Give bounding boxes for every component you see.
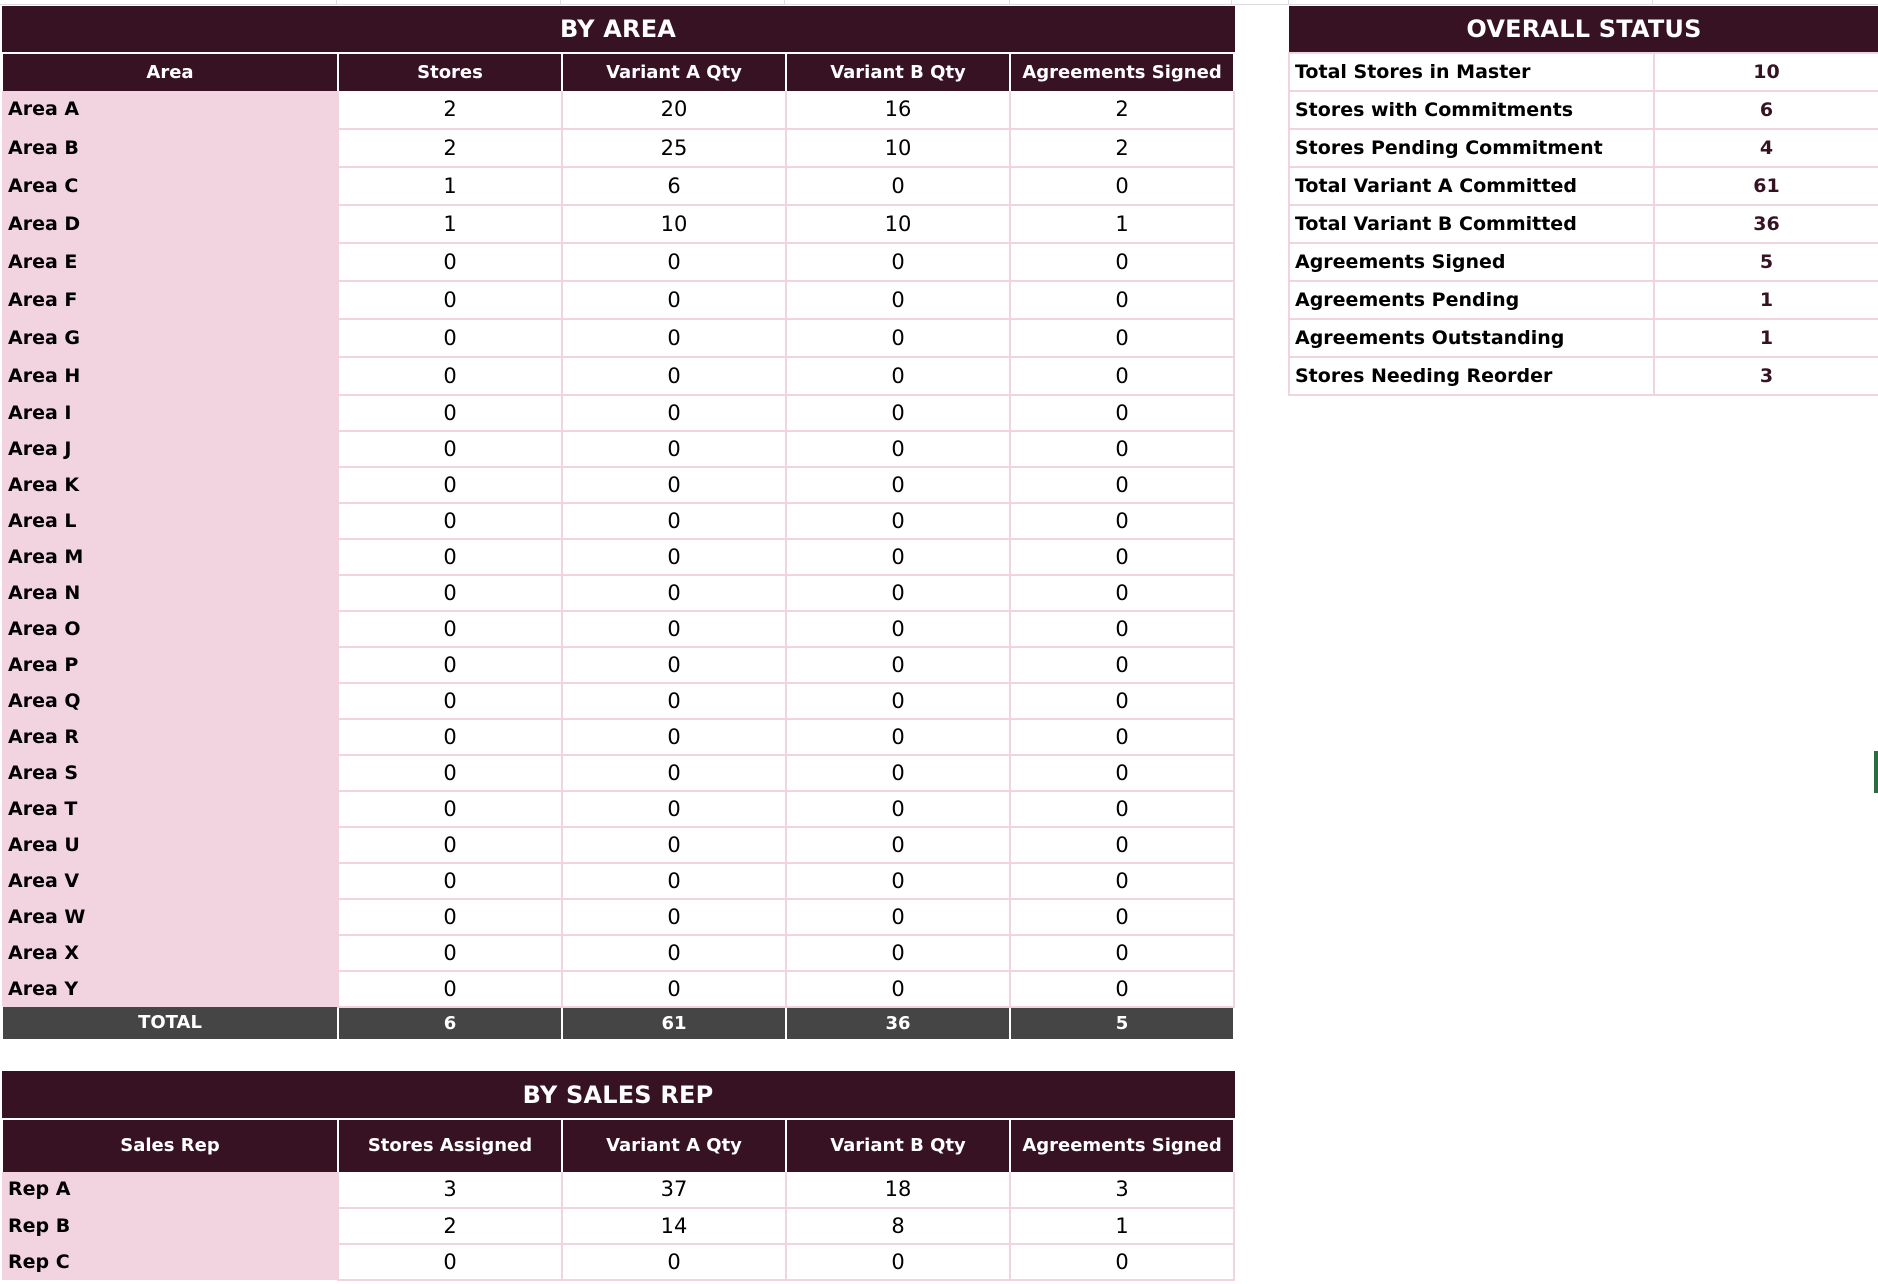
row-label-cell[interactable]: Area U — [2, 827, 338, 863]
value-cell[interactable]: 0 — [338, 357, 562, 395]
status-row — [1289, 53, 1878, 91]
value-cell[interactable]: 10 — [786, 129, 1010, 167]
total-label-cell[interactable]: TOTAL — [2, 1007, 338, 1039]
table-row — [2, 935, 1234, 971]
value-cell[interactable]: 0 — [562, 647, 786, 683]
value-cell[interactable]: 0 — [1010, 719, 1234, 755]
total-value-cell[interactable]: 6 — [338, 1007, 562, 1039]
row-label-cell[interactable]: Area D — [2, 205, 338, 243]
status-row — [1289, 91, 1878, 129]
row-label-cell[interactable]: Area B — [2, 129, 338, 167]
value-cell[interactable]: 2 — [1010, 91, 1234, 129]
value-cell[interactable]: 0 — [338, 935, 562, 971]
row-label-cell[interactable]: Area J — [2, 431, 338, 467]
value-cell[interactable]: 0 — [786, 683, 1010, 719]
value-cell[interactable]: 0 — [786, 575, 1010, 611]
column-header[interactable]: Stores — [338, 53, 562, 91]
table-row — [2, 791, 1234, 827]
value-cell[interactable]: 0 — [562, 1244, 786, 1280]
status-value-cell[interactable]: 5 — [1654, 243, 1878, 281]
row-label-cell[interactable]: Area Y — [2, 971, 338, 1007]
column-header[interactable]: Variant B Qty — [786, 53, 1010, 91]
value-cell[interactable]: 0 — [786, 467, 1010, 503]
row-label-cell[interactable]: Area L — [2, 503, 338, 539]
value-cell[interactable]: 0 — [562, 935, 786, 971]
column-divider — [1288, 0, 1289, 5]
value-cell[interactable]: 0 — [1010, 467, 1234, 503]
overall-status-table — [1288, 6, 1878, 396]
table-row — [2, 467, 1234, 503]
column-header[interactable]: Variant A Qty — [562, 53, 786, 91]
total-row — [2, 1007, 1234, 1039]
value-cell[interactable]: 0 — [786, 281, 1010, 319]
value-cell[interactable]: 0 — [562, 755, 786, 791]
table-row — [2, 827, 1234, 863]
value-cell[interactable]: 0 — [338, 971, 562, 1007]
table-row — [2, 611, 1234, 647]
table-row — [2, 243, 1234, 281]
total-value-cell[interactable]: 36 — [786, 1007, 1010, 1039]
value-cell[interactable]: 10 — [562, 205, 786, 243]
table-row — [2, 1208, 1234, 1244]
value-cell[interactable]: 0 — [1010, 395, 1234, 431]
table-row — [2, 431, 1234, 467]
value-cell[interactable]: 0 — [1010, 647, 1234, 683]
value-cell[interactable]: 1 — [1010, 205, 1234, 243]
value-cell[interactable]: 0 — [1010, 167, 1234, 205]
by-area-table — [1, 6, 1235, 1039]
value-cell[interactable]: 0 — [562, 539, 786, 575]
status-value-cell[interactable]: 36 — [1654, 205, 1878, 243]
status-value-cell[interactable]: 61 — [1654, 167, 1878, 205]
value-cell[interactable]: 0 — [786, 357, 1010, 395]
value-cell[interactable]: 0 — [1010, 243, 1234, 281]
value-cell[interactable]: 0 — [562, 899, 786, 935]
value-cell[interactable]: 0 — [786, 1244, 1010, 1280]
value-cell[interactable]: 0 — [562, 395, 786, 431]
row-label-cell[interactable]: Area S — [2, 755, 338, 791]
value-cell[interactable]: 0 — [786, 971, 1010, 1007]
row-label-cell[interactable]: Area G — [2, 319, 338, 357]
row-label-cell[interactable]: Area X — [2, 935, 338, 971]
status-value-cell[interactable]: 3 — [1654, 357, 1878, 395]
scroll-position-marker[interactable] — [1874, 751, 1878, 793]
column-header[interactable]: Agreements Signed — [1010, 53, 1234, 91]
value-cell[interactable]: 0 — [1010, 791, 1234, 827]
row-label-cell[interactable]: Area I — [2, 395, 338, 431]
value-cell[interactable]: 0 — [1010, 827, 1234, 863]
table-row — [2, 755, 1234, 791]
total-value-cell[interactable]: 61 — [562, 1007, 786, 1039]
column-header[interactable]: Stores Assigned — [338, 1119, 562, 1172]
status-label-cell[interactable]: Total Stores in Master — [1289, 53, 1654, 91]
value-cell[interactable]: 0 — [338, 863, 562, 899]
value-cell[interactable]: 25 — [562, 129, 786, 167]
row-label-cell[interactable]: Rep A — [2, 1172, 338, 1208]
row-label-cell[interactable]: Area Q — [2, 683, 338, 719]
table-row — [2, 719, 1234, 755]
value-cell[interactable]: 0 — [338, 791, 562, 827]
value-cell[interactable]: 0 — [338, 575, 562, 611]
value-cell[interactable]: 0 — [786, 431, 1010, 467]
value-cell[interactable]: 0 — [562, 611, 786, 647]
value-cell[interactable]: 2 — [338, 91, 562, 129]
overall-status-title[interactable]: OVERALL STATUS — [1289, 7, 1878, 53]
top-gridline — [0, 4, 1878, 5]
by-area-header-row — [2, 53, 1234, 91]
by-sales-rep-header-row — [2, 1119, 1234, 1172]
value-cell[interactable]: 0 — [1010, 319, 1234, 357]
value-cell[interactable]: 14 — [562, 1208, 786, 1244]
value-cell[interactable]: 16 — [786, 91, 1010, 129]
value-cell[interactable]: 0 — [1010, 863, 1234, 899]
table-row — [2, 503, 1234, 539]
value-cell[interactable]: 2 — [338, 129, 562, 167]
value-cell[interactable]: 0 — [338, 467, 562, 503]
value-cell[interactable]: 0 — [786, 791, 1010, 827]
status-label-cell[interactable]: Total Variant A Committed — [1289, 167, 1654, 205]
column-divider — [1009, 0, 1010, 5]
column-divider — [784, 0, 785, 5]
value-cell[interactable]: 0 — [338, 319, 562, 357]
table-row — [2, 205, 1234, 243]
value-cell[interactable]: 0 — [786, 647, 1010, 683]
status-row — [1289, 205, 1878, 243]
value-cell[interactable]: 0 — [1010, 575, 1234, 611]
value-cell[interactable]: 0 — [338, 647, 562, 683]
status-value-cell[interactable]: 6 — [1654, 91, 1878, 129]
status-row — [1289, 319, 1878, 357]
value-cell[interactable]: 0 — [338, 755, 562, 791]
row-label-cell[interactable]: Area E — [2, 243, 338, 281]
by-sales-rep-title[interactable]: BY SALES REP — [2, 1072, 1234, 1119]
total-value-cell[interactable]: 5 — [1010, 1007, 1234, 1039]
value-cell[interactable]: 0 — [1010, 755, 1234, 791]
value-cell[interactable]: 0 — [1010, 539, 1234, 575]
by-sales-rep-table — [1, 1071, 1235, 1281]
value-cell[interactable]: 20 — [562, 91, 786, 129]
table-row — [2, 647, 1234, 683]
value-cell[interactable]: 0 — [338, 281, 562, 319]
value-cell[interactable]: 0 — [786, 243, 1010, 281]
row-label-cell[interactable]: Area R — [2, 719, 338, 755]
value-cell[interactable]: 0 — [786, 827, 1010, 863]
status-label-cell[interactable]: Stores Needing Reorder — [1289, 357, 1654, 395]
value-cell[interactable]: 0 — [1010, 503, 1234, 539]
row-label-cell[interactable]: Area H — [2, 357, 338, 395]
value-cell[interactable]: 0 — [562, 431, 786, 467]
row-label-cell[interactable]: Area W — [2, 899, 338, 935]
value-cell[interactable]: 0 — [1010, 281, 1234, 319]
value-cell[interactable]: 0 — [562, 683, 786, 719]
column-divider — [336, 0, 337, 5]
table-row — [2, 167, 1234, 205]
row-label-cell[interactable]: Area C — [2, 167, 338, 205]
row-label-cell[interactable]: Area T — [2, 791, 338, 827]
row-label-cell[interactable]: Rep B — [2, 1208, 338, 1244]
table-row — [2, 91, 1234, 129]
table-row — [2, 575, 1234, 611]
value-cell[interactable]: 0 — [338, 899, 562, 935]
table-row — [2, 1172, 1234, 1208]
value-cell[interactable]: 0 — [786, 899, 1010, 935]
row-label-cell[interactable]: Area V — [2, 863, 338, 899]
value-cell[interactable]: 0 — [338, 539, 562, 575]
row-label-cell[interactable]: Area K — [2, 467, 338, 503]
row-label-cell[interactable]: Area O — [2, 611, 338, 647]
status-label-cell[interactable]: Agreements Outstanding — [1289, 319, 1654, 357]
value-cell[interactable]: 0 — [786, 935, 1010, 971]
value-cell[interactable]: 0 — [562, 971, 786, 1007]
value-cell[interactable]: 0 — [562, 863, 786, 899]
value-cell[interactable]: 0 — [338, 243, 562, 281]
value-cell[interactable]: 0 — [1010, 357, 1234, 395]
value-cell[interactable]: 0 — [786, 395, 1010, 431]
value-cell[interactable]: 0 — [786, 755, 1010, 791]
value-cell[interactable]: 0 — [562, 791, 786, 827]
value-cell[interactable]: 1 — [338, 205, 562, 243]
value-cell[interactable]: 0 — [1010, 1244, 1234, 1280]
column-header[interactable]: Sales Rep — [2, 1119, 338, 1172]
value-cell[interactable]: 0 — [562, 719, 786, 755]
value-cell[interactable]: 0 — [786, 319, 1010, 357]
value-cell[interactable]: 0 — [562, 319, 786, 357]
value-cell[interactable]: 0 — [786, 719, 1010, 755]
status-label-cell[interactable]: Stores Pending Commitment — [1289, 129, 1654, 167]
value-cell[interactable]: 3 — [1010, 1172, 1234, 1208]
value-cell[interactable]: 0 — [338, 431, 562, 467]
value-cell[interactable]: 0 — [1010, 431, 1234, 467]
row-label-cell[interactable]: Rep C — [2, 1244, 338, 1280]
column-header[interactable]: Variant B Qty — [786, 1119, 1010, 1172]
row-label-cell[interactable]: Area F — [2, 281, 338, 319]
value-cell[interactable]: 3 — [338, 1172, 562, 1208]
value-cell[interactable]: 0 — [786, 863, 1010, 899]
table-row — [2, 971, 1234, 1007]
value-cell[interactable]: 1 — [1010, 1208, 1234, 1244]
value-cell[interactable]: 0 — [338, 503, 562, 539]
table-row — [2, 395, 1234, 431]
value-cell[interactable]: 0 — [562, 243, 786, 281]
table-row — [2, 129, 1234, 167]
value-cell[interactable]: 0 — [562, 357, 786, 395]
status-label-cell[interactable]: Total Variant B Committed — [1289, 205, 1654, 243]
column-divider — [1652, 0, 1653, 5]
value-cell[interactable]: 0 — [1010, 683, 1234, 719]
table-row — [2, 539, 1234, 575]
status-row — [1289, 357, 1878, 395]
value-cell[interactable]: 0 — [1010, 611, 1234, 647]
status-value-cell[interactable]: 4 — [1654, 129, 1878, 167]
value-cell[interactable]: 0 — [338, 683, 562, 719]
status-value-cell[interactable]: 1 — [1654, 281, 1878, 319]
value-cell[interactable]: 18 — [786, 1172, 1010, 1208]
value-cell[interactable]: 6 — [562, 167, 786, 205]
table-row — [2, 899, 1234, 935]
value-cell[interactable]: 0 — [338, 719, 562, 755]
column-header[interactable]: Variant A Qty — [562, 1119, 786, 1172]
column-divider — [1231, 0, 1232, 5]
value-cell[interactable]: 1 — [338, 167, 562, 205]
value-cell[interactable]: 0 — [1010, 935, 1234, 971]
value-cell[interactable]: 0 — [786, 167, 1010, 205]
value-cell[interactable]: 0 — [1010, 899, 1234, 935]
value-cell[interactable]: 0 — [786, 611, 1010, 647]
table-row — [2, 281, 1234, 319]
column-header[interactable]: Area — [2, 53, 338, 91]
value-cell[interactable]: 37 — [562, 1172, 786, 1208]
value-cell[interactable]: 10 — [786, 205, 1010, 243]
value-cell[interactable]: 2 — [338, 1208, 562, 1244]
value-cell[interactable]: 0 — [562, 281, 786, 319]
status-value-cell[interactable]: 10 — [1654, 53, 1878, 91]
value-cell[interactable]: 0 — [1010, 971, 1234, 1007]
table-row — [2, 357, 1234, 395]
table-row — [2, 319, 1234, 357]
table-row — [2, 683, 1234, 719]
value-cell[interactable]: 0 — [786, 539, 1010, 575]
value-cell[interactable]: 0 — [562, 503, 786, 539]
column-divider — [560, 0, 561, 5]
status-row — [1289, 281, 1878, 319]
value-cell[interactable]: 0 — [562, 467, 786, 503]
status-row — [1289, 167, 1878, 205]
column-header[interactable]: Agreements Signed — [1010, 1119, 1234, 1172]
status-row — [1289, 243, 1878, 281]
table-row — [2, 1244, 1234, 1280]
row-label-cell[interactable]: Area N — [2, 575, 338, 611]
status-label-cell[interactable]: Stores with Commitments — [1289, 91, 1654, 129]
value-cell[interactable]: 0 — [338, 395, 562, 431]
row-label-cell[interactable]: Area P — [2, 647, 338, 683]
value-cell[interactable]: 0 — [786, 503, 1010, 539]
table-row — [2, 863, 1234, 899]
value-cell[interactable]: 0 — [338, 1244, 562, 1280]
value-cell[interactable]: 0 — [562, 575, 786, 611]
value-cell[interactable]: 0 — [338, 611, 562, 647]
row-label-cell[interactable]: Area A — [2, 91, 338, 129]
status-value-cell[interactable]: 1 — [1654, 319, 1878, 357]
value-cell[interactable]: 8 — [786, 1208, 1010, 1244]
status-label-cell[interactable]: Agreements Signed — [1289, 243, 1654, 281]
row-label-cell[interactable]: Area M — [2, 539, 338, 575]
value-cell[interactable]: 2 — [1010, 129, 1234, 167]
status-label-cell[interactable]: Agreements Pending — [1289, 281, 1654, 319]
by-area-title[interactable]: BY AREA — [2, 7, 1234, 53]
value-cell[interactable]: 0 — [338, 827, 562, 863]
status-row — [1289, 129, 1878, 167]
value-cell[interactable]: 0 — [562, 827, 786, 863]
